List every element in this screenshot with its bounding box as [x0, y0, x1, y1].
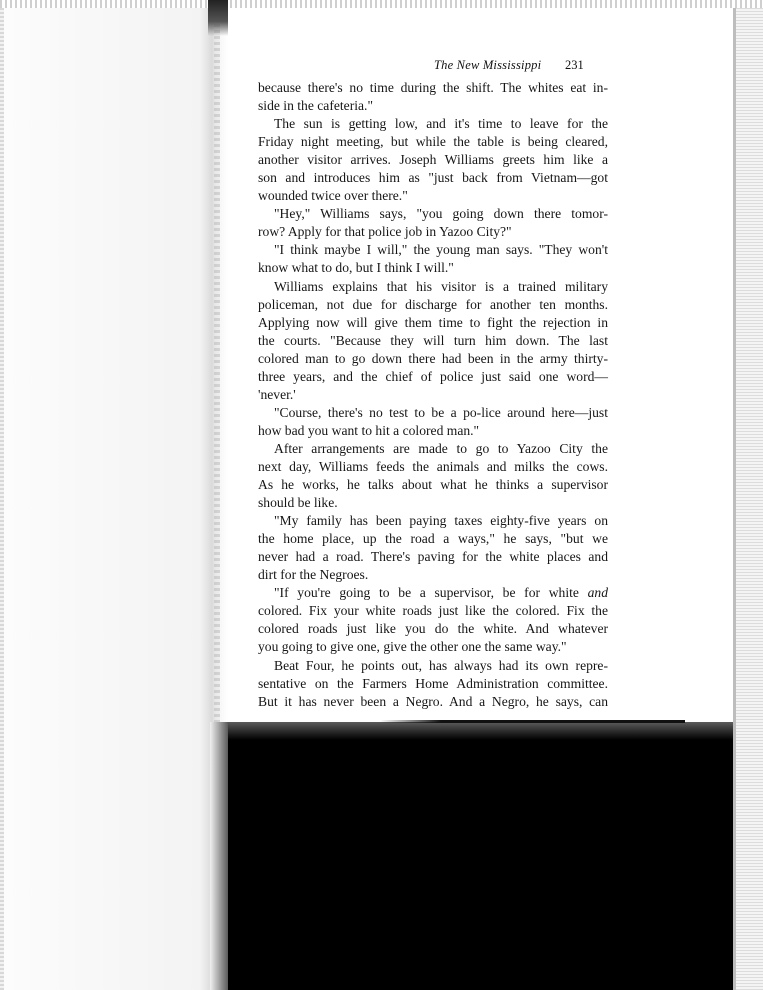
text-line: sentative on the Farmers Home Administration committee. — [258, 675, 608, 691]
dark-scan-background — [228, 722, 733, 990]
text-line: Williams explains that his visitor is a trained military — [274, 278, 608, 294]
text-line: policeman, not due for discharge for another ten months. — [258, 296, 608, 312]
page-number: 231 — [565, 58, 584, 72]
page-bottom-edge — [380, 720, 685, 723]
right-scan-edge — [733, 8, 763, 990]
text-line: son and introduces him as "just back from Vietnam—got — [258, 170, 608, 186]
text-line: next day, Williams feeds the animals and milks the cows. — [258, 458, 608, 474]
text-line: But it has never been a Negro. And a Negro, he says, can — [258, 693, 608, 709]
text-line: colored. Fix your white roads just like the colored. Fix the — [258, 603, 608, 619]
text-line: Friday night meeting, but while the table is being cleared, — [258, 134, 608, 150]
spine-shadow — [208, 0, 228, 36]
text-line: The sun is getting low, and it's time to leave for the — [274, 116, 608, 132]
text-line: know what to do, but I think I will." — [258, 260, 454, 276]
text-line: wounded twice over there." — [258, 188, 408, 204]
text-line: three years, and the chief of police just said one word— — [258, 368, 608, 384]
text-line: never had a road. There's paving for the white places and — [258, 549, 608, 565]
text-line: "My family has been paying taxes eighty-five years on — [274, 513, 608, 529]
top-scan-edge — [0, 0, 763, 8]
text-line: Applying now will give them time to fight the rejection in — [258, 314, 608, 330]
left-gutter — [0, 0, 228, 990]
text-line: side in the cafeteria." — [258, 98, 373, 114]
text-line: the home place, up the road a ways," he says, "but we — [258, 531, 608, 547]
running-head: The New Mississippi — [434, 58, 542, 72]
text-line: 'never.' — [258, 386, 296, 402]
text-fragment: "If you're going to be a supervisor, be for white — [274, 585, 579, 601]
text-line: "Course, there's no test to be a po-lice around here—just — [274, 404, 608, 420]
text-line: should be like. — [258, 495, 338, 511]
text-line: how bad you want to hit a colored man." — [258, 422, 480, 438]
emphasis-word: and — [587, 585, 608, 601]
text-line: Beat Four, he points out, has always had its own repre- — [274, 657, 608, 673]
text-line: After arrangements are made to go to Yazoo City the — [274, 440, 608, 456]
text-line: "I think maybe I will," the young man says. "They won't — [274, 242, 608, 258]
text-line: colored man to go down there had been in the army thirty- — [258, 350, 608, 366]
text-line: dirt for the Negroes. — [258, 567, 369, 583]
text-line: the courts. "Because they will turn him down. The last — [258, 332, 608, 348]
page-text — [258, 79, 608, 711]
text-line: another visitor arrives. Joseph Williams greets him like a — [258, 152, 608, 168]
text-line: because there's no time during the shift. The whites eat in- — [258, 80, 608, 95]
text-line: colored roads just like you do the white. And whatever — [258, 621, 608, 637]
text-line: you going to give one, give the other one the same way." — [258, 639, 567, 655]
dark-fade — [210, 722, 230, 990]
text-line: "Hey," Williams says, "you going down there tomor- — [274, 206, 608, 222]
text-line: row? Apply for that police job in Yazoo City?" — [258, 224, 512, 240]
text-line — [258, 584, 608, 602]
text-line: As he works, he talks about what he thinks a supervisor — [258, 477, 608, 493]
